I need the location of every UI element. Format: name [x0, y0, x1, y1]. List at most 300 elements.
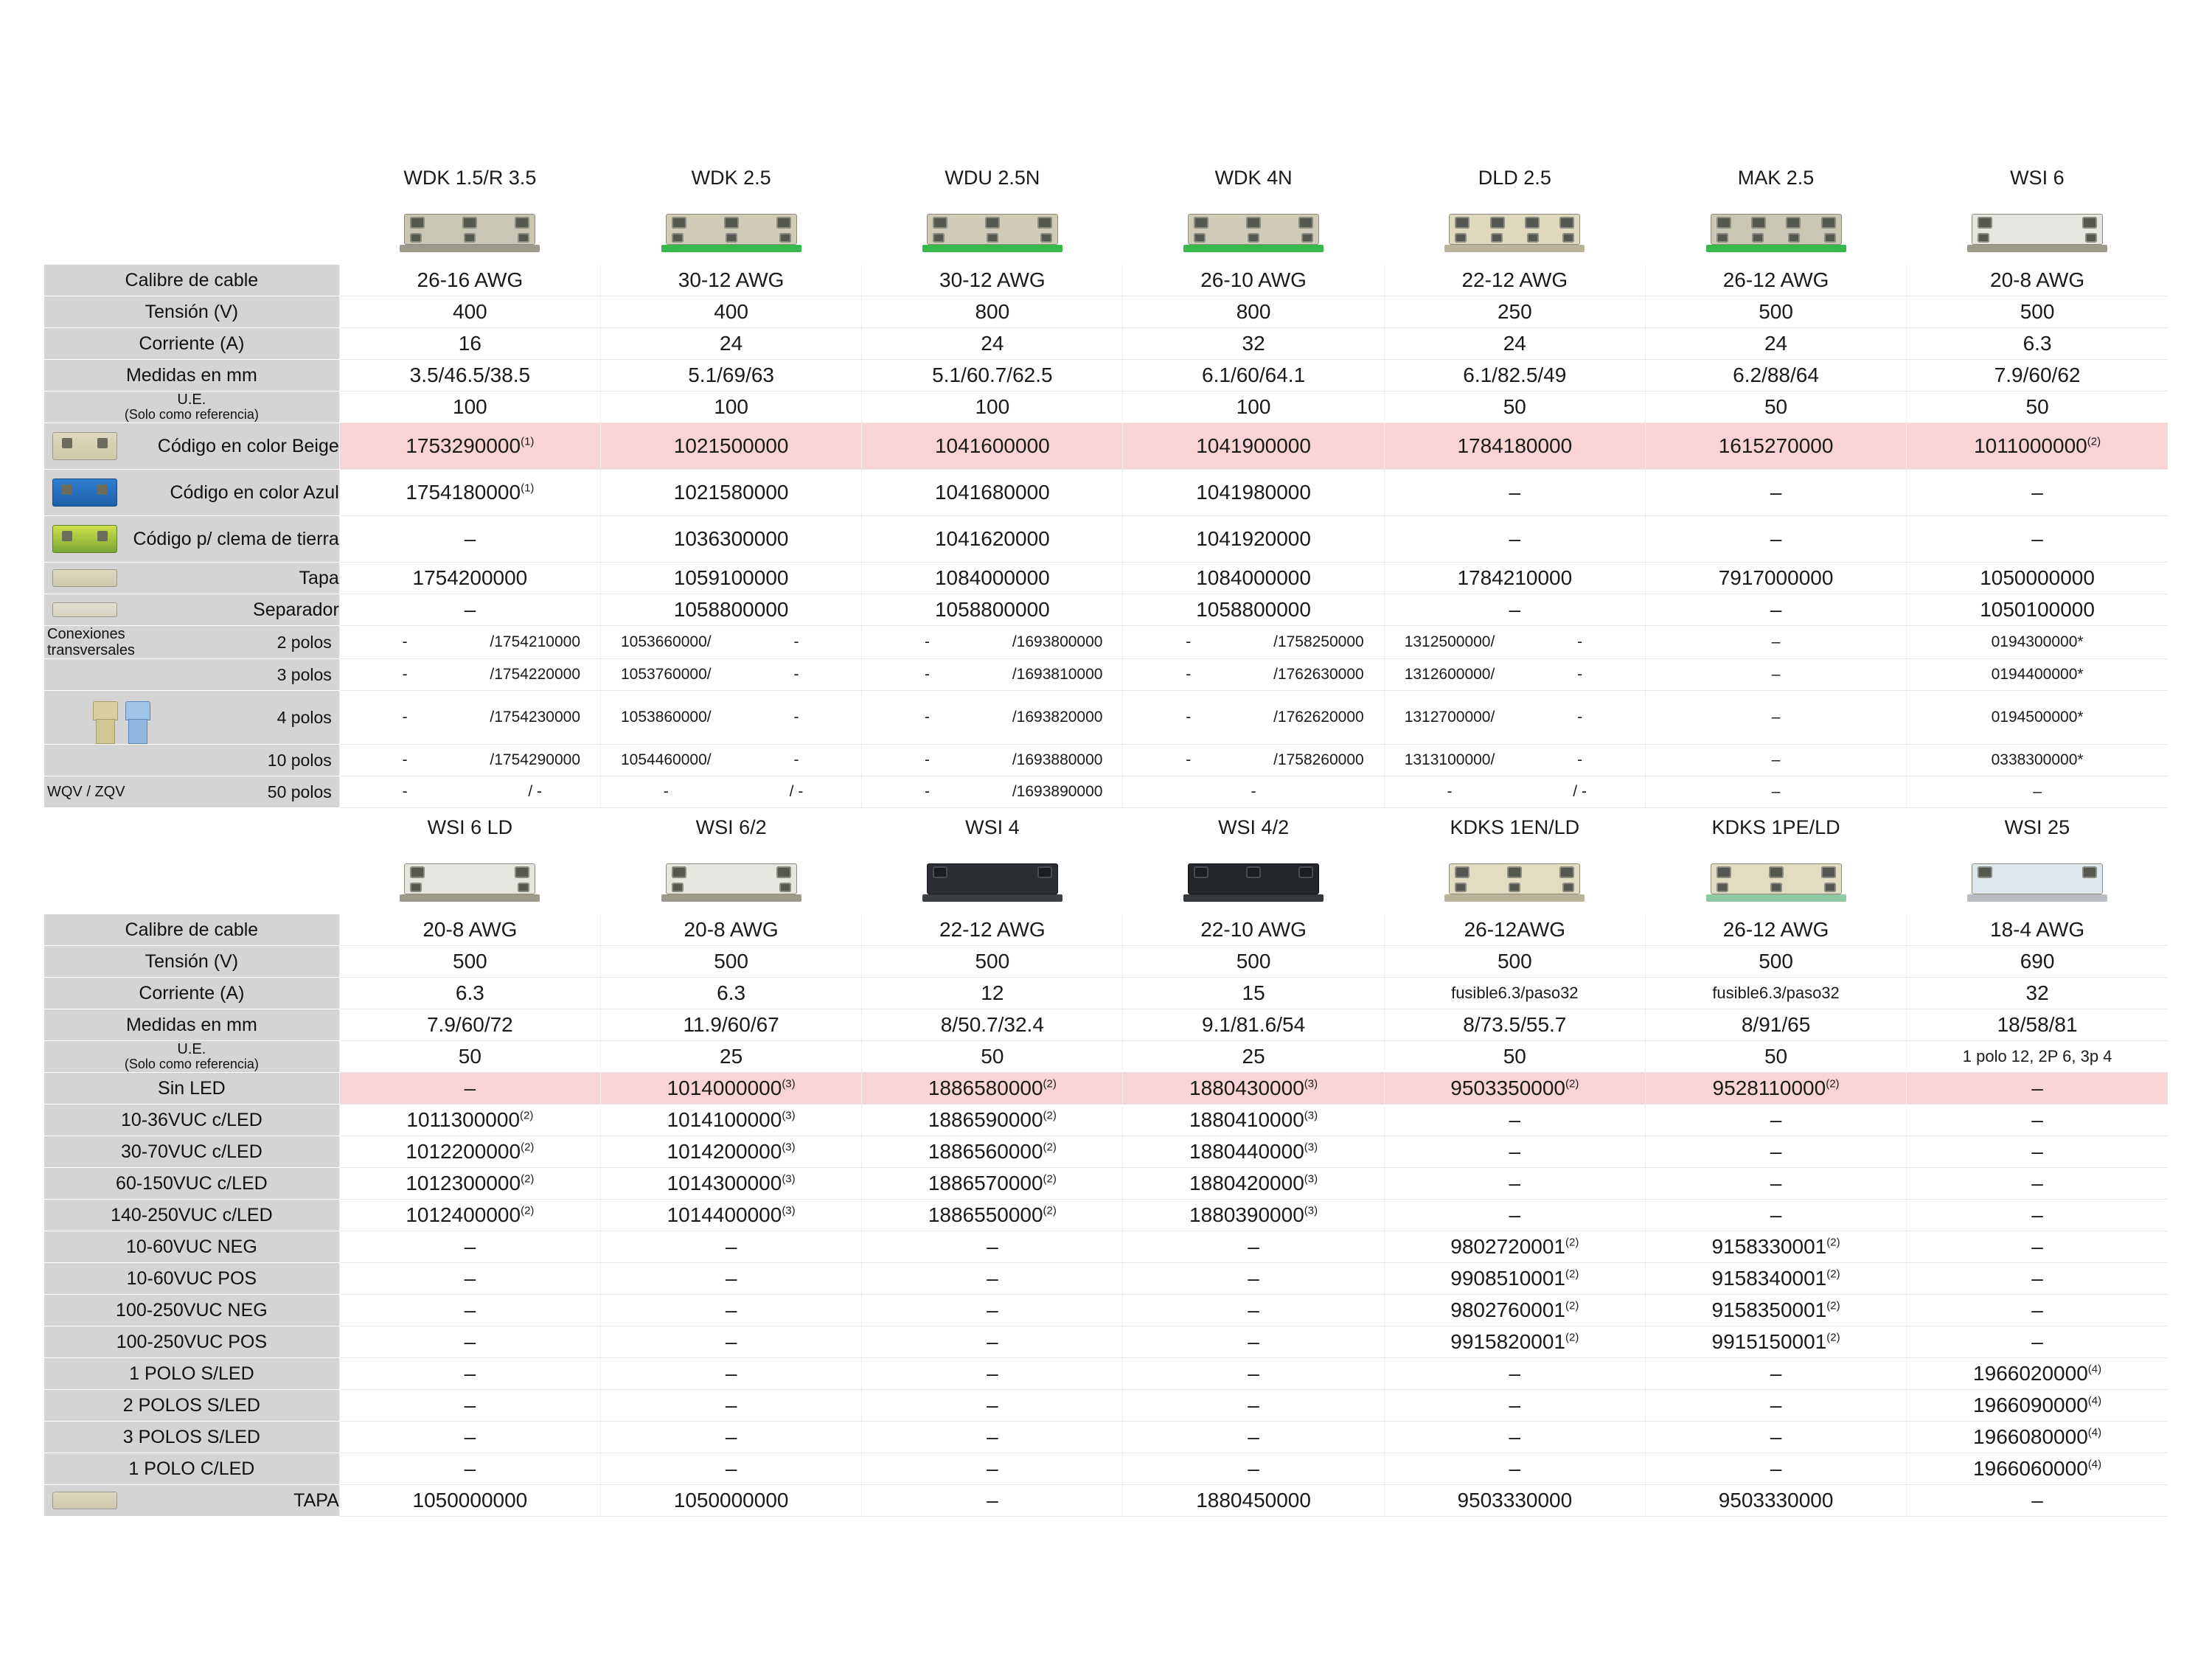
cell-value: 22-10 AWG [1123, 914, 1384, 946]
cell-value: – [1123, 1263, 1384, 1295]
cell-value: – [1123, 1390, 1384, 1422]
cell-value: – [1123, 1422, 1384, 1453]
cell-value: – [1907, 1485, 2168, 1517]
empty-corner [44, 808, 339, 847]
row-label-ue-sub: (Solo como referencia) [124, 1057, 259, 1072]
cell-value: – [1645, 1200, 1906, 1231]
row-label-50-poles: 50 polos [267, 782, 332, 801]
cell-left: - [1186, 709, 1192, 726]
row-label-cable: Calibre de cable [44, 914, 339, 946]
cell-value: 8/91/65 [1645, 1009, 1906, 1041]
cell-value: – [601, 1422, 862, 1453]
cell-left: - [925, 709, 931, 726]
cell-right: - [1577, 633, 1583, 650]
row-dimensions-2 [44, 1009, 2168, 1041]
cell-left: 1312500000/ [1404, 633, 1495, 650]
row-packaging-unit-2 [44, 1041, 2168, 1073]
cell-value: 9915150001$^{(2)}$ [1645, 1326, 1906, 1358]
product-name: MAK 2.5 [1737, 166, 1815, 189]
cell-value: 30-12 AWG [601, 265, 862, 296]
row-pole1-no-led [44, 1358, 2168, 1390]
cell-left: 1053760000/ [620, 666, 712, 683]
cell-value: – [862, 1263, 1123, 1295]
blue-terminal-icon [44, 479, 125, 507]
cell-value: 0338300000* [1907, 745, 2168, 776]
cell-right: /1758250000 [1273, 633, 1364, 650]
row-pos-100-250 [44, 1326, 2168, 1358]
cell-value: 6.1/82.5/49 [1384, 360, 1645, 392]
cell-value: – [1384, 1105, 1645, 1136]
cell-value: 1880410000$^{(3)}$ [1123, 1105, 1384, 1136]
row-label-ground-wrap [44, 516, 339, 563]
cell-value: – [339, 1453, 600, 1485]
cell-value: – [601, 1390, 862, 1422]
cell-value: 1615270000 [1645, 423, 1906, 470]
cell-value: 500 [1123, 946, 1384, 978]
row-label-4-poles: 4 polos [276, 707, 332, 727]
cell-value: – [1645, 516, 1906, 563]
cell-value-pair [862, 745, 1123, 776]
cell-value: 1966090000$^{(4)}$ [1907, 1390, 2168, 1422]
cell-right: / - [789, 783, 804, 800]
cell-value: 500 [862, 946, 1123, 978]
cell-value: – [1645, 1422, 1906, 1453]
cell-value: – [1645, 594, 1906, 626]
cell-value: - [1123, 776, 1384, 808]
cell-value: 5.1/60.7/62.5 [862, 360, 1123, 392]
cell-value: 9503350000$^{(2)}$ [1384, 1073, 1645, 1105]
cell-value: 9528110000$^{(2)}$ [1645, 1073, 1906, 1105]
cell-value: 1041620000 [862, 516, 1123, 563]
cell-value: – [1907, 1263, 2168, 1295]
cell-right: /1762630000 [1273, 666, 1364, 683]
row-pos-10-60 [44, 1263, 2168, 1295]
row-label-pole1-no-led: 1 POLO S/LED [44, 1358, 339, 1390]
cell-value: 1084000000 [862, 563, 1123, 594]
cell-value-pair [1384, 626, 1645, 659]
cell-value: 20-8 AWG [339, 914, 600, 946]
cell-value: 500 [339, 946, 600, 978]
cell-right: - [793, 666, 799, 683]
row-voltage-2 [44, 946, 2168, 978]
row-label-ue [44, 392, 339, 423]
cell-value: 25 [1123, 1041, 1384, 1073]
cell-value: 1036300000 [601, 516, 862, 563]
row-label-separator-wrap [44, 594, 339, 626]
cell-value-pair [601, 776, 862, 808]
cell-value: – [339, 594, 600, 626]
product-image [862, 846, 1123, 914]
product-image [601, 197, 862, 265]
cell-value: 800 [862, 296, 1123, 328]
cell-value: 1966020000$^{(4)}$ [1907, 1358, 2168, 1390]
cell-value: 25 [601, 1041, 862, 1073]
cell-value: – [339, 1390, 600, 1422]
cell-value: – [1123, 1295, 1384, 1326]
row-label-voltage: Tensión (V) [44, 946, 339, 978]
cell-value: 1058800000 [1123, 594, 1384, 626]
cell-value-pair [339, 691, 600, 745]
cell-value: 7917000000 [1645, 563, 1906, 594]
cell-left: - [925, 751, 931, 768]
table2-product-name-row [44, 808, 2168, 847]
cell-value: – [1123, 1326, 1384, 1358]
row-no-led [44, 1073, 2168, 1105]
cell-value-pair [1384, 659, 1645, 691]
row-label-beige: Código en color Beige [157, 435, 339, 456]
cell-value: 50 [1384, 1041, 1645, 1073]
cell-value: – [1384, 1390, 1645, 1422]
cell-value: 1041600000 [862, 423, 1123, 470]
cell-value: 1058800000 [601, 594, 862, 626]
cell-value: 1041680000 [862, 470, 1123, 516]
cell-value: 1 polo 12, 2P 6, 3p 4 [1907, 1041, 2168, 1073]
product-name: KDKS 1PE/LD [1711, 815, 1840, 838]
row-label-cover-upper: TAPA [293, 1489, 339, 1511]
cell-value: – [1645, 1168, 1906, 1200]
cell-value: 9503330000 [1384, 1485, 1645, 1517]
product-image [862, 197, 1123, 265]
cover-icon [44, 1492, 125, 1509]
row-label-current: Corriente (A) [44, 328, 339, 360]
cell-value: 1886590000$^{(2)}$ [862, 1105, 1123, 1136]
row-label-3-poles: 3 polos [276, 664, 332, 684]
product-name: WDK 2.5 [691, 166, 771, 189]
cell-value: 9915820001$^{(2)}$ [1384, 1326, 1645, 1358]
row-packaging-unit [44, 392, 2168, 423]
cell-value: – [339, 1422, 600, 1453]
cell-left: - [925, 783, 931, 800]
cell-value: – [862, 1295, 1123, 1326]
cell-right: - [1577, 666, 1583, 683]
empty-corner [44, 159, 339, 197]
cell-value: 1754200000 [339, 563, 600, 594]
cell-value: – [1907, 776, 2168, 808]
cell-value: 500 [1645, 946, 1906, 978]
cell-value: 11.9/60/67 [601, 1009, 862, 1041]
cell-value: 8/73.5/55.7 [1384, 1009, 1645, 1041]
cell-right: - [1577, 751, 1583, 768]
product-image [601, 846, 862, 914]
row-label-led-30-70: 30-70VUC c/LED [44, 1136, 339, 1168]
cell-value: – [601, 1326, 862, 1358]
cell-value: – [601, 1453, 862, 1485]
product-name: WDK 1.5/R 3.5 [403, 166, 537, 189]
cell-value: 20-8 AWG [601, 914, 862, 946]
cell-value: – [601, 1295, 862, 1326]
cell-value: 1966080000$^{(4)}$ [1907, 1422, 2168, 1453]
cell-value: 9802760001$^{(2)}$ [1384, 1295, 1645, 1326]
cell-value: – [1645, 626, 1906, 659]
row-label-separator: Separador [253, 599, 339, 620]
row-label-pole2-no-led: 2 POLOS S/LED [44, 1390, 339, 1422]
row-label-cross-10p-wrap [44, 745, 339, 776]
cell-value: – [339, 1231, 600, 1263]
row-label-no-led: Sin LED [44, 1073, 339, 1105]
row-label-cross-3p-wrap [44, 659, 339, 691]
row-label-neg-100-250: 100-250VUC NEG [44, 1295, 339, 1326]
row-cross-connection-10p [44, 745, 2168, 776]
cell-value: 1050100000 [1907, 594, 2168, 626]
row-label-ue-main: U.E. [177, 1041, 206, 1058]
row-cable-gauge-2 [44, 914, 2168, 946]
row-label-ue [44, 1041, 339, 1073]
cell-right: /1693880000 [1012, 751, 1103, 768]
cell-value: 1058800000 [862, 594, 1123, 626]
cell-value: – [1907, 470, 2168, 516]
cell-value: – [601, 1263, 862, 1295]
product-name: WSI 6 LD [427, 815, 513, 838]
cell-value: – [1645, 1136, 1906, 1168]
ground-terminal-icon [44, 525, 125, 553]
cell-value: 0194300000* [1907, 626, 2168, 659]
cell-left: - [925, 633, 931, 650]
row-label-led-140-250: 140-250VUC c/LED [44, 1200, 339, 1231]
cell-right: / - [528, 783, 543, 800]
product-image [1384, 197, 1645, 265]
row-label-cross-connections: Conexiones transversales [47, 626, 135, 658]
row-label-cover: Tapa [299, 567, 339, 588]
cell-value: 0194500000* [1907, 691, 2168, 745]
cell-value: 9503330000 [1645, 1485, 1906, 1517]
cell-value: 18-4 AWG [1907, 914, 2168, 946]
cell-right: /1762620000 [1273, 709, 1364, 726]
cell-value: 24 [1384, 328, 1645, 360]
cell-value: – [601, 1358, 862, 1390]
product-name: WSI 6 [2010, 166, 2065, 189]
cell-value: 9158330001$^{(2)}$ [1645, 1231, 1906, 1263]
cell-value: – [1384, 470, 1645, 516]
cell-value: 400 [601, 296, 862, 328]
row-cover [44, 563, 2168, 594]
cell-value: – [339, 1263, 600, 1295]
cell-value: – [1384, 1200, 1645, 1231]
cell-value-pair [1123, 691, 1384, 745]
row-dimensions [44, 360, 2168, 392]
cell-value: 1012200000$^{(2)}$ [339, 1136, 600, 1168]
row-pole1-with-led [44, 1453, 2168, 1485]
cell-value: 1050000000 [339, 1485, 600, 1517]
cell-value-pair [862, 776, 1123, 808]
cell-left: - [663, 783, 669, 800]
cell-value: 1886580000$^{(2)}$ [862, 1073, 1123, 1105]
row-code-ground [44, 516, 2168, 563]
cell-value: 800 [1123, 296, 1384, 328]
cell-value: 500 [1645, 296, 1906, 328]
cell-value: – [1645, 745, 1906, 776]
row-label-transversales [44, 667, 202, 683]
cell-value: 1050000000 [1907, 563, 2168, 594]
empty-corner [44, 846, 339, 914]
row-cross-connection-2p [44, 626, 2168, 659]
cell-value: 1784180000 [1384, 423, 1645, 470]
cell-value: 100 [601, 392, 862, 423]
cell-value: 1880430000$^{(3)}$ [1123, 1073, 1384, 1105]
product-name: DLD 2.5 [1478, 166, 1551, 189]
cell-value: 1880420000$^{(3)}$ [1123, 1168, 1384, 1200]
cell-value: 1041900000 [1123, 423, 1384, 470]
beige-terminal-icon [44, 432, 125, 460]
cell-left: - [402, 751, 408, 768]
cell-value: – [339, 1295, 600, 1326]
product-image [339, 846, 600, 914]
cell-value: 9158350001$^{(2)}$ [1645, 1295, 1906, 1326]
cell-value-pair [339, 659, 600, 691]
cell-value: – [1645, 659, 1906, 691]
cell-left: 1053860000/ [620, 709, 712, 726]
cell-left: 1313100000/ [1404, 751, 1495, 768]
row-led-10-36 [44, 1105, 2168, 1136]
cell-value: – [1384, 1168, 1645, 1200]
cell-value: 1050000000 [601, 1485, 862, 1517]
cell-value: – [862, 1326, 1123, 1358]
cell-value: 1966060000$^{(4)}$ [1907, 1453, 2168, 1485]
cell-value: 24 [601, 328, 862, 360]
cell-value: 690 [1907, 946, 2168, 978]
cell-value: – [862, 1485, 1123, 1517]
cell-value: 50 [339, 1041, 600, 1073]
cell-value: 30-12 AWG [862, 265, 1123, 296]
cell-value-pair [1123, 659, 1384, 691]
cell-value: fusible6.3/paso32 [1645, 978, 1906, 1009]
cell-value: 250 [1384, 296, 1645, 328]
cell-value: 100 [339, 392, 600, 423]
row-current [44, 328, 2168, 360]
cell-value: 1880440000$^{(3)}$ [1123, 1136, 1384, 1168]
cell-value: 7.9/60/72 [339, 1009, 600, 1041]
cell-value: 20-8 AWG [1907, 265, 2168, 296]
cell-value: 1021500000 [601, 423, 862, 470]
cell-value: 1059100000 [601, 563, 862, 594]
cell-value: 22-12 AWG [1384, 265, 1645, 296]
cell-right: /1693820000 [1012, 709, 1103, 726]
row-label-pole1-with-led: 1 POLO C/LED [44, 1453, 339, 1485]
cell-value-pair [601, 659, 862, 691]
row-neg-10-60 [44, 1231, 2168, 1263]
wqv-zqv-label: WQV / ZQV [47, 783, 125, 800]
cell-value: 400 [339, 296, 600, 328]
cell-value: 26-16 AWG [339, 265, 600, 296]
cell-value: – [1645, 776, 1906, 808]
product-name: KDKS 1EN/LD [1450, 815, 1580, 838]
cell-value: – [1645, 1390, 1906, 1422]
cell-value: 50 [1907, 392, 2168, 423]
cell-value: 1886570000$^{(2)}$ [862, 1168, 1123, 1200]
cell-value: 9158340001$^{(2)}$ [1645, 1263, 1906, 1295]
cell-value: 1084000000 [1123, 563, 1384, 594]
cell-right: /1693800000 [1012, 633, 1103, 650]
cell-value: – [1907, 1105, 2168, 1136]
cell-value: 1041920000 [1123, 516, 1384, 563]
cell-right: /1754220000 [490, 666, 581, 683]
product-image [1907, 197, 2168, 265]
cell-value: 1014200000$^{(3)}$ [601, 1136, 862, 1168]
cell-value: – [339, 1073, 600, 1105]
row-code-beige [44, 423, 2168, 470]
cell-value: 50 [1645, 1041, 1906, 1073]
cell-value: – [862, 1358, 1123, 1390]
row-label-pos-100-250: 100-250VUC POS [44, 1326, 339, 1358]
cell-left: - [1447, 783, 1453, 800]
cell-value: 1014000000$^{(3)}$ [601, 1073, 862, 1105]
cell-value: – [1907, 1200, 2168, 1231]
cell-right: /1754290000 [490, 751, 581, 768]
cell-value: 1011300000$^{(2)}$ [339, 1105, 600, 1136]
row-cross-connection-3p [44, 659, 2168, 691]
product-image [1645, 846, 1906, 914]
cell-value: 1012300000$^{(2)}$ [339, 1168, 600, 1200]
row-cover-2 [44, 1485, 2168, 1517]
cell-value-pair [601, 745, 862, 776]
row-label-blue: Código en color Azul [170, 481, 339, 503]
cell-value: 1880450000 [1123, 1485, 1384, 1517]
cell-left: 1054460000/ [620, 751, 712, 768]
cell-value: – [1907, 1168, 2168, 1200]
cover-icon [44, 569, 125, 587]
row-voltage [44, 296, 2168, 328]
cell-left: 1312700000/ [1404, 709, 1495, 726]
cell-right: /1758260000 [1273, 751, 1364, 768]
row-label-neg-10-60: 10-60VUC NEG [44, 1231, 339, 1263]
row-label-10-poles: 10 polos [267, 750, 332, 770]
row-pole2-no-led [44, 1390, 2168, 1422]
cell-value: 1754180000$^{(1)}$ [339, 470, 600, 516]
cell-right: /1693810000 [1012, 666, 1103, 683]
cell-value: 24 [862, 328, 1123, 360]
product-catalog-table [44, 159, 2168, 1517]
wqv-zqv-icon [44, 691, 199, 744]
cell-value: – [1907, 1295, 2168, 1326]
cell-value: – [862, 1453, 1123, 1485]
cell-right: - [793, 751, 799, 768]
row-label-cross-2p-wrap [44, 626, 339, 659]
cell-left: - [1186, 666, 1192, 683]
row-label-ue-sub: (Solo como referencia) [124, 407, 259, 422]
cell-value: 6.3 [601, 978, 862, 1009]
cell-value: 15 [1123, 978, 1384, 1009]
cell-right: /1693890000 [1012, 783, 1103, 800]
cell-value: 16 [339, 328, 600, 360]
cell-value: – [1907, 1073, 2168, 1105]
cell-value: – [339, 516, 600, 563]
row-label-voltage: Tensión (V) [44, 296, 339, 328]
cell-value: fusible6.3/paso32 [1384, 978, 1645, 1009]
cell-right: - [793, 633, 799, 650]
cell-value: – [1123, 1453, 1384, 1485]
cell-value: – [862, 1422, 1123, 1453]
cell-left: 1312600000/ [1404, 666, 1495, 683]
cell-value: 1021580000 [601, 470, 862, 516]
product-image [1645, 197, 1906, 265]
row-pole3-no-led [44, 1422, 2168, 1453]
cell-value-pair [862, 691, 1123, 745]
cell-value-pair [862, 659, 1123, 691]
cell-value: 6.3 [339, 978, 600, 1009]
row-cable-gauge [44, 265, 2168, 296]
cell-value: – [1907, 516, 2168, 563]
cell-value-pair [1384, 745, 1645, 776]
cell-value: 3.5/46.5/38.5 [339, 360, 600, 392]
cell-value: 50 [862, 1041, 1123, 1073]
cell-value: 1014100000$^{(3)}$ [601, 1105, 862, 1136]
cell-value: 1886550000$^{(2)}$ [862, 1200, 1123, 1231]
cell-value: – [1645, 1453, 1906, 1485]
cell-right: - [793, 709, 799, 726]
cell-value: 500 [601, 946, 862, 978]
cell-value: – [1123, 1358, 1384, 1390]
row-label-led-60-150: 60-150VUC c/LED [44, 1168, 339, 1200]
cell-value: – [1384, 1358, 1645, 1390]
